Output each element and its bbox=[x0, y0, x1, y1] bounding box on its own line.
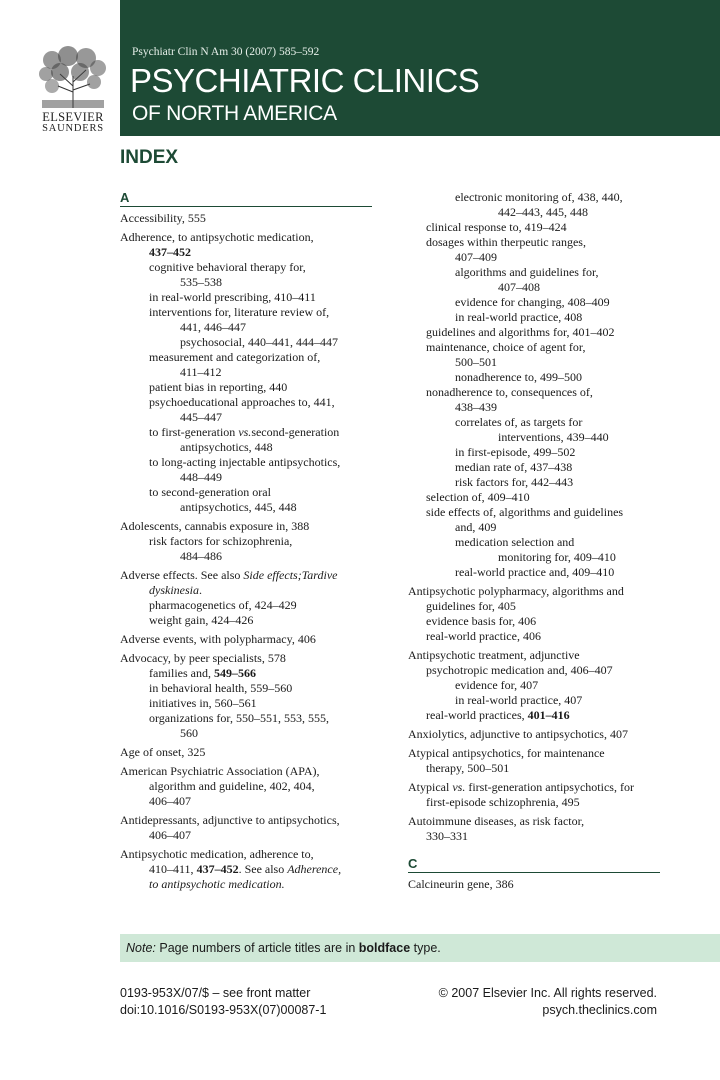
index-main-entry bbox=[120, 568, 372, 583]
entry-text: Antidepressants, adjunctive to antipsychotics, bbox=[120, 813, 340, 827]
entry-text: Atypical bbox=[408, 780, 453, 794]
index-main-entry bbox=[408, 648, 660, 663]
journal-title: PSYCHIATRIC CLINICS bbox=[130, 62, 480, 99]
index-subentry bbox=[408, 599, 660, 614]
entry-text: evidence basis for, 406 bbox=[426, 614, 537, 628]
index-subentry bbox=[408, 310, 660, 325]
index-main-entry bbox=[408, 877, 660, 892]
index-subentry bbox=[120, 862, 372, 877]
entry-text: 500–501 bbox=[455, 355, 497, 369]
index-subentry bbox=[408, 663, 660, 678]
entry-text: in real-world practice, 407 bbox=[455, 693, 583, 707]
entry-text: patient bias in reporting, 440 bbox=[149, 380, 288, 394]
index-subentry bbox=[120, 726, 372, 741]
index-subentry bbox=[120, 260, 372, 275]
entry-text: Adolescents, cannabis exposure in, 388 bbox=[120, 519, 310, 533]
index-subentry bbox=[408, 761, 660, 776]
index-subentry bbox=[120, 350, 372, 365]
entry-text: to first-generation bbox=[149, 425, 239, 439]
index-subentry bbox=[120, 877, 372, 892]
copyright-line: © 2007 Elsevier Inc. All rights reserved. bbox=[438, 986, 657, 1000]
index-column-left bbox=[120, 190, 372, 892]
entry-text: algorithms and guidelines for, bbox=[455, 265, 599, 279]
index-main-entry bbox=[408, 780, 660, 795]
entry-text: interventions, 439–440 bbox=[498, 430, 609, 444]
index-subentry bbox=[408, 520, 660, 535]
index-main-entry bbox=[120, 651, 372, 666]
index-subentry bbox=[120, 245, 372, 260]
entry-text: therapy, 500–501 bbox=[426, 761, 510, 775]
cross-reference-italic: Adherence, bbox=[287, 862, 342, 876]
index-main-entry bbox=[120, 211, 372, 226]
entry-text: antipsychotics, 448 bbox=[180, 440, 273, 454]
entry-text: 406–407 bbox=[149, 828, 191, 842]
entry-text: interventions for, literature review of, bbox=[149, 305, 330, 319]
index-subentry bbox=[120, 779, 372, 794]
index-subentry bbox=[408, 430, 660, 445]
note-label: Note: bbox=[126, 941, 156, 955]
index-subentry bbox=[408, 505, 660, 520]
tree-logo-icon bbox=[38, 46, 108, 110]
entry-text: and, 409 bbox=[455, 520, 497, 534]
index-main-entry bbox=[408, 727, 660, 742]
index-subentry bbox=[120, 549, 372, 564]
page-range-bold: 549–566 bbox=[213, 666, 256, 680]
index-subentry bbox=[408, 295, 660, 310]
entry-text: 406–407 bbox=[149, 794, 191, 808]
entry-text: dosages within therpeutic ranges, bbox=[426, 235, 586, 249]
index-subentry bbox=[408, 460, 660, 475]
entry-text: psychoeducational approaches to, 441, bbox=[149, 395, 335, 409]
index-entries-c bbox=[408, 877, 660, 892]
entry-text: real-world practice, 406 bbox=[426, 629, 541, 643]
entry-text: in real-world practice, 408 bbox=[455, 310, 583, 324]
index-subentry bbox=[120, 598, 372, 613]
index-subentry bbox=[120, 794, 372, 809]
entry-text: Age of onset, 325 bbox=[120, 745, 206, 759]
entry-text: Advocacy, by peer specialists, 578 bbox=[120, 651, 286, 665]
index-subentry bbox=[120, 500, 372, 515]
entry-text: median rate of, 437–438 bbox=[455, 460, 573, 474]
journal-banner bbox=[120, 0, 720, 136]
entry-text: 330–331 bbox=[426, 829, 468, 843]
section-heading-a: A bbox=[120, 190, 372, 207]
note-bold-word: boldface bbox=[358, 941, 411, 955]
entry-text: families and, bbox=[149, 666, 214, 680]
entry-text: in real-world prescribing, 410–411 bbox=[149, 290, 316, 304]
entry-text: to long-acting injectable antipsychotics, bbox=[149, 455, 341, 469]
index-subentry bbox=[120, 410, 372, 425]
index-subentry bbox=[120, 613, 372, 628]
index-subentry bbox=[408, 565, 660, 580]
entry-text: risk factors for schizophrenia, bbox=[149, 534, 293, 548]
entry-text: Atypical antipsychotics, for maintenance bbox=[408, 746, 605, 760]
entry-text: . bbox=[199, 583, 202, 597]
index-subentry bbox=[120, 440, 372, 455]
index-subentry bbox=[408, 614, 660, 629]
index-main-entry bbox=[408, 814, 660, 829]
index-subentry bbox=[408, 678, 660, 693]
entry-text: Adherence, to antipsychotic medication, bbox=[120, 230, 314, 244]
index-subentry bbox=[120, 696, 372, 711]
cross-reference-italic: Side effects;Tardive bbox=[243, 568, 338, 582]
entry-text: 560 bbox=[180, 726, 198, 740]
entry-text: medication selection and bbox=[455, 535, 575, 549]
note-text-before: Page numbers of article titles are in bbox=[155, 941, 359, 955]
cross-reference-italic: vs. bbox=[452, 780, 466, 794]
index-main-entry bbox=[120, 519, 372, 534]
note-text-after: type. bbox=[410, 941, 441, 955]
index-subentry bbox=[408, 385, 660, 400]
entry-text: algorithm and guideline, 402, 404, bbox=[149, 779, 315, 793]
entry-text: 407–408 bbox=[498, 280, 540, 294]
entry-text: second-generation bbox=[251, 425, 340, 439]
citation-line: Psychiatr Clin N Am 30 (2007) 585–592 bbox=[132, 46, 320, 58]
entry-text: psychosocial, 440–441, 444–447 bbox=[180, 335, 338, 349]
publisher-imprint: SAUNDERS bbox=[42, 123, 104, 134]
entry-text: Adverse events, with polypharmacy, 406 bbox=[120, 632, 316, 646]
entry-text: monitoring for, 409–410 bbox=[498, 550, 616, 564]
entry-text: evidence for changing, 408–409 bbox=[455, 295, 610, 309]
entry-text: pharmacogenetics of, 424–429 bbox=[149, 598, 297, 612]
website-link[interactable]: psych.theclinics.com bbox=[542, 1003, 657, 1017]
index-subentry bbox=[120, 305, 372, 320]
index-subentry bbox=[408, 370, 660, 385]
page-range-bold: 437–452 bbox=[149, 245, 191, 259]
index-subentry bbox=[120, 485, 372, 500]
entry-text: 411–412 bbox=[180, 365, 222, 379]
entry-text: 438–439 bbox=[455, 400, 497, 414]
entry-text: risk factors for, 442–443 bbox=[455, 475, 574, 489]
index-subentry bbox=[120, 275, 372, 290]
index-subentry bbox=[120, 365, 372, 380]
entry-text: real-world practices, bbox=[426, 708, 528, 722]
index-subentry bbox=[408, 265, 660, 280]
index-subentry bbox=[408, 190, 660, 205]
index-subentry bbox=[120, 666, 372, 681]
entry-text: weight gain, 424–426 bbox=[149, 613, 254, 627]
entry-text: 535–538 bbox=[180, 275, 222, 289]
entry-text: first-episode schizophrenia, 495 bbox=[426, 795, 580, 809]
footer-right bbox=[439, 985, 657, 1019]
index-subentry bbox=[408, 235, 660, 250]
doi-line: doi:10.1016/S0193-953X(07)00087-1 bbox=[120, 1003, 327, 1017]
index-entries-left bbox=[120, 211, 372, 892]
entry-text: cognitive behavioral therapy for, bbox=[149, 260, 306, 274]
index-subentry bbox=[408, 415, 660, 430]
entry-text: in behavioral health, 559–560 bbox=[149, 681, 293, 695]
entry-text: evidence for, 407 bbox=[455, 678, 539, 692]
index-main-entry bbox=[120, 745, 372, 760]
entry-text: antipsychotics, 445, 448 bbox=[180, 500, 297, 514]
index-subentry bbox=[120, 395, 372, 410]
entry-text: Antipsychotic treatment, adjunctive bbox=[408, 648, 580, 662]
entry-text: guidelines for, 405 bbox=[426, 599, 516, 613]
index-subentry bbox=[120, 455, 372, 470]
entry-text: American Psychiatric Association (APA), bbox=[120, 764, 320, 778]
index-subentry bbox=[408, 280, 660, 295]
index-subentry bbox=[408, 535, 660, 550]
entry-text: initiatives in, 560–561 bbox=[149, 696, 257, 710]
index-subentry bbox=[408, 250, 660, 265]
index-subentry bbox=[408, 708, 660, 723]
index-subentry bbox=[408, 829, 660, 844]
boldface-note bbox=[120, 934, 720, 962]
cross-reference-italic: vs. bbox=[238, 425, 252, 439]
index-subentry bbox=[120, 380, 372, 395]
entry-text: electronic monitoring of, 438, 440, bbox=[455, 190, 623, 204]
footer-left bbox=[120, 985, 326, 1019]
index-subentry bbox=[408, 550, 660, 565]
index-subentry bbox=[408, 340, 660, 355]
entry-text: 445–447 bbox=[180, 410, 222, 424]
page-range-bold: 401–416 bbox=[527, 708, 570, 722]
index-subentry bbox=[408, 475, 660, 490]
index-subentry bbox=[120, 290, 372, 305]
entry-text: 484–486 bbox=[180, 549, 222, 563]
entry-text: real-world practice and, 409–410 bbox=[455, 565, 615, 579]
entry-text: nonadherence to, 499–500 bbox=[455, 370, 582, 384]
index-subentry bbox=[408, 445, 660, 460]
entry-text: measurement and categorization of, bbox=[149, 350, 321, 364]
index-main-entry bbox=[120, 632, 372, 647]
index-subentry bbox=[408, 325, 660, 340]
entry-text: in first-episode, 499–502 bbox=[455, 445, 576, 459]
entry-text: Anxiolytics, adjunctive to antipsychotics, 407 bbox=[408, 727, 628, 741]
index-subentry bbox=[120, 320, 372, 335]
publisher-name: ELSEVIER bbox=[42, 110, 104, 124]
index-subentry bbox=[408, 220, 660, 235]
entry-text: . See also bbox=[238, 862, 288, 876]
index-subentry bbox=[120, 470, 372, 485]
journal-subtitle: OF NORTH AMERICA bbox=[132, 102, 337, 125]
entry-text: selection of, 409–410 bbox=[426, 490, 530, 504]
entry-text: Adverse effects. See also bbox=[120, 568, 244, 582]
index-subentry bbox=[120, 335, 372, 350]
entry-text: 410–411, bbox=[149, 862, 197, 876]
cross-reference-italic: to antipsychotic medication. bbox=[149, 877, 285, 891]
index-main-entry bbox=[120, 230, 372, 245]
entry-text: psychotropic medication and, 406–407 bbox=[426, 663, 613, 677]
index-column-right bbox=[408, 190, 660, 892]
index-subentry bbox=[120, 828, 372, 843]
index-subentry bbox=[408, 400, 660, 415]
entry-text: organizations for, 550–551, 553, 555, bbox=[149, 711, 329, 725]
entry-text: Autoimmune diseases, as risk factor, bbox=[408, 814, 585, 828]
entry-text: side effects of, algorithms and guidelines bbox=[426, 505, 624, 519]
entry-text: 448–449 bbox=[180, 470, 222, 484]
index-subentry bbox=[120, 583, 372, 598]
index-subentry bbox=[408, 355, 660, 370]
entry-text: 442–443, 445, 448 bbox=[498, 205, 588, 219]
entry-text: clinical response to, 419–424 bbox=[426, 220, 567, 234]
index-subentry bbox=[120, 681, 372, 696]
section-heading-c: C bbox=[408, 856, 660, 873]
entry-text: 441, 446–447 bbox=[180, 320, 246, 334]
index-main-entry bbox=[120, 847, 372, 862]
page-range-bold: 437–452 bbox=[196, 862, 239, 876]
index-subentry bbox=[120, 425, 372, 440]
cross-reference-italic: dyskinesia bbox=[149, 583, 199, 597]
index-main-entry bbox=[120, 764, 372, 779]
index-subentry bbox=[120, 711, 372, 726]
index-main-entry bbox=[120, 813, 372, 828]
entry-text: nonadherence to, consequences of, bbox=[426, 385, 593, 399]
entry-text: correlates of, as targets for bbox=[455, 415, 583, 429]
entry-text: Calcineurin gene, 386 bbox=[408, 877, 514, 891]
page-title: INDEX bbox=[120, 147, 179, 168]
index-entries-right bbox=[408, 190, 660, 844]
entry-text: Antipsychotic medication, adherence to, bbox=[120, 847, 314, 861]
entry-text: 407–409 bbox=[455, 250, 497, 264]
entry-text: to second-generation oral bbox=[149, 485, 271, 499]
entry-text: maintenance, choice of agent for, bbox=[426, 340, 586, 354]
index-subentry bbox=[408, 693, 660, 708]
index-subentry bbox=[408, 629, 660, 644]
index-main-entry bbox=[408, 746, 660, 761]
entry-text: Antipsychotic polypharmacy, algorithms and bbox=[408, 584, 624, 598]
index-subentry bbox=[408, 490, 660, 505]
index-subentry bbox=[120, 534, 372, 549]
entry-text: Accessibility, 555 bbox=[120, 211, 206, 225]
entry-text: first-generation antipsychotics, for bbox=[465, 780, 634, 794]
index-subentry bbox=[408, 205, 660, 220]
entry-text: guidelines and algorithms for, 401–402 bbox=[426, 325, 615, 339]
index-main-entry bbox=[408, 584, 660, 599]
index-subentry bbox=[408, 795, 660, 810]
issn-line: 0193-953X/07/$ – see front matter bbox=[120, 986, 311, 1000]
